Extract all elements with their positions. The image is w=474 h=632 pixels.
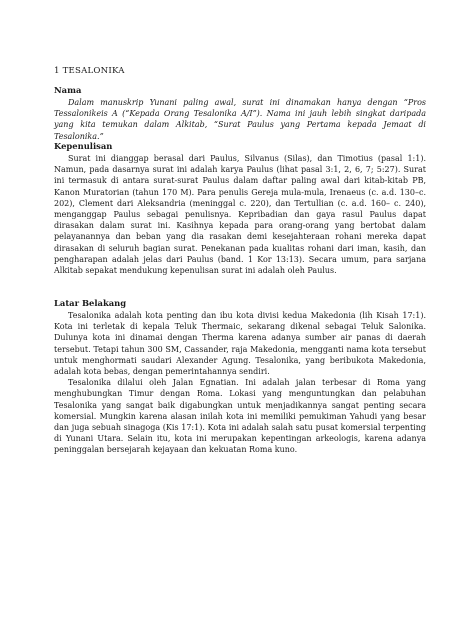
section-heading-nama: Nama [54,85,82,95]
section-kepenulisan [54,141,426,276]
nama-paragraph: Dalam manuskrip Yunani paling awal, surat ini dinamakan hanya dengan “Pros Tessalonikeis A (“Kepada Orang Tesalonika A/I”). Nama ini jauh lebih singkat daripada yang kita temukan dalam Alkitab, “Surat Paulus yang Pertama kepada Jemaat di Tesalonika.” [54,98,426,141]
section-nama [54,85,426,142]
section-latar-belakang [54,298,426,456]
latar-paragraph-2: Tesalonika dilalui oleh Jalan Egnatian. Ini adalah jalan terbesar di Roma yang menghubungkan Timur dengan Roma. Lokasi yang menguntungkan dan pelabuhan Tesalonika yang sangat baik digabungkan untuk menjadikannya sangat penting secara komersial. Mungkin karena alasan inilah kota ini memiliki pemukiman Yahudi yang besar dan juga sebuah sinagoga (Kis 17:1). Kota ini adalah salah satu pusat komersial terpenting di Yunani Utara. Selain itu, kota ini merupakan kepentingan arkeologis, karena adanya peninggalan bersejarah kejayaan dan kekuatan Roma kuno. [54,378,426,455]
latar-paragraph-1: Tesalonika adalah kota penting dan ibu kota divisi kedua Makedonia (lih Kisah 17:1). Kota ini terletak di kepala Teluk Thermaic, sekarang dikenal sebagai Teluk Salonika. Dulunya kota ini dinamai dengan Therma karena adanya sumber air panas di daerah tersebut. Tetapi tahun 300 SM, Cassander, raja Makedonia, mengganti nama kota tersebut untuk menghormati saudari Alexander Agung. Tesalonika, yang beribukota Makedonia, adalah kota bebas, dengan pemerintahannya sendiri. [54,311,426,377]
section-heading-latar-belakang: Latar Belakang [54,298,127,308]
section-heading-kepenulisan: Kepenulisan [54,141,113,151]
kepenulisan-paragraph: Surat ini dianggap berasal dari Paulus, Silvanus (Silas), dan Timotius (pasal 1:1). Namun, pada dasarnya surat ini adalah karya Paulus (lihat pasal 3:1, 2, 6, 7; 5:27). Surat ini termasuk di antara surat-surat Paulus dalam daftar paling awal dari kitab-kitab PB, Kanon Muratorian (tahun 170 M). Para penulis Gereja mula-mula, Irenaeus (c. a.d. 130–c. 202), Clement dari Aleksandria (meninggal c. 220), dan Tertullian (c. a.d. 160– c. 240), menganggap Paulus sebagai penulisnya. Kepribadian dan gaya rasul Paulus dapat dirasakan dalam surat ini. Kasihnya kepada para orang-orang yang bertobat dalam pelayanannya dan beban yang dia rasakan demi kesejahteraan rohani mereka dapat dirasakan di seluruh bagian surat. Penekanan pada kualitas rohani dari iman, kasih, dan pengharapan adalah jelas dari Paulus (band. 1 Kor 13:13). Secara umum, para sarjana Alkitab sepakat mendukung kepenulisan surat ini adalah oleh Paulus. [54,154,426,276]
document-title: 1 TESALONIKA [54,66,125,76]
